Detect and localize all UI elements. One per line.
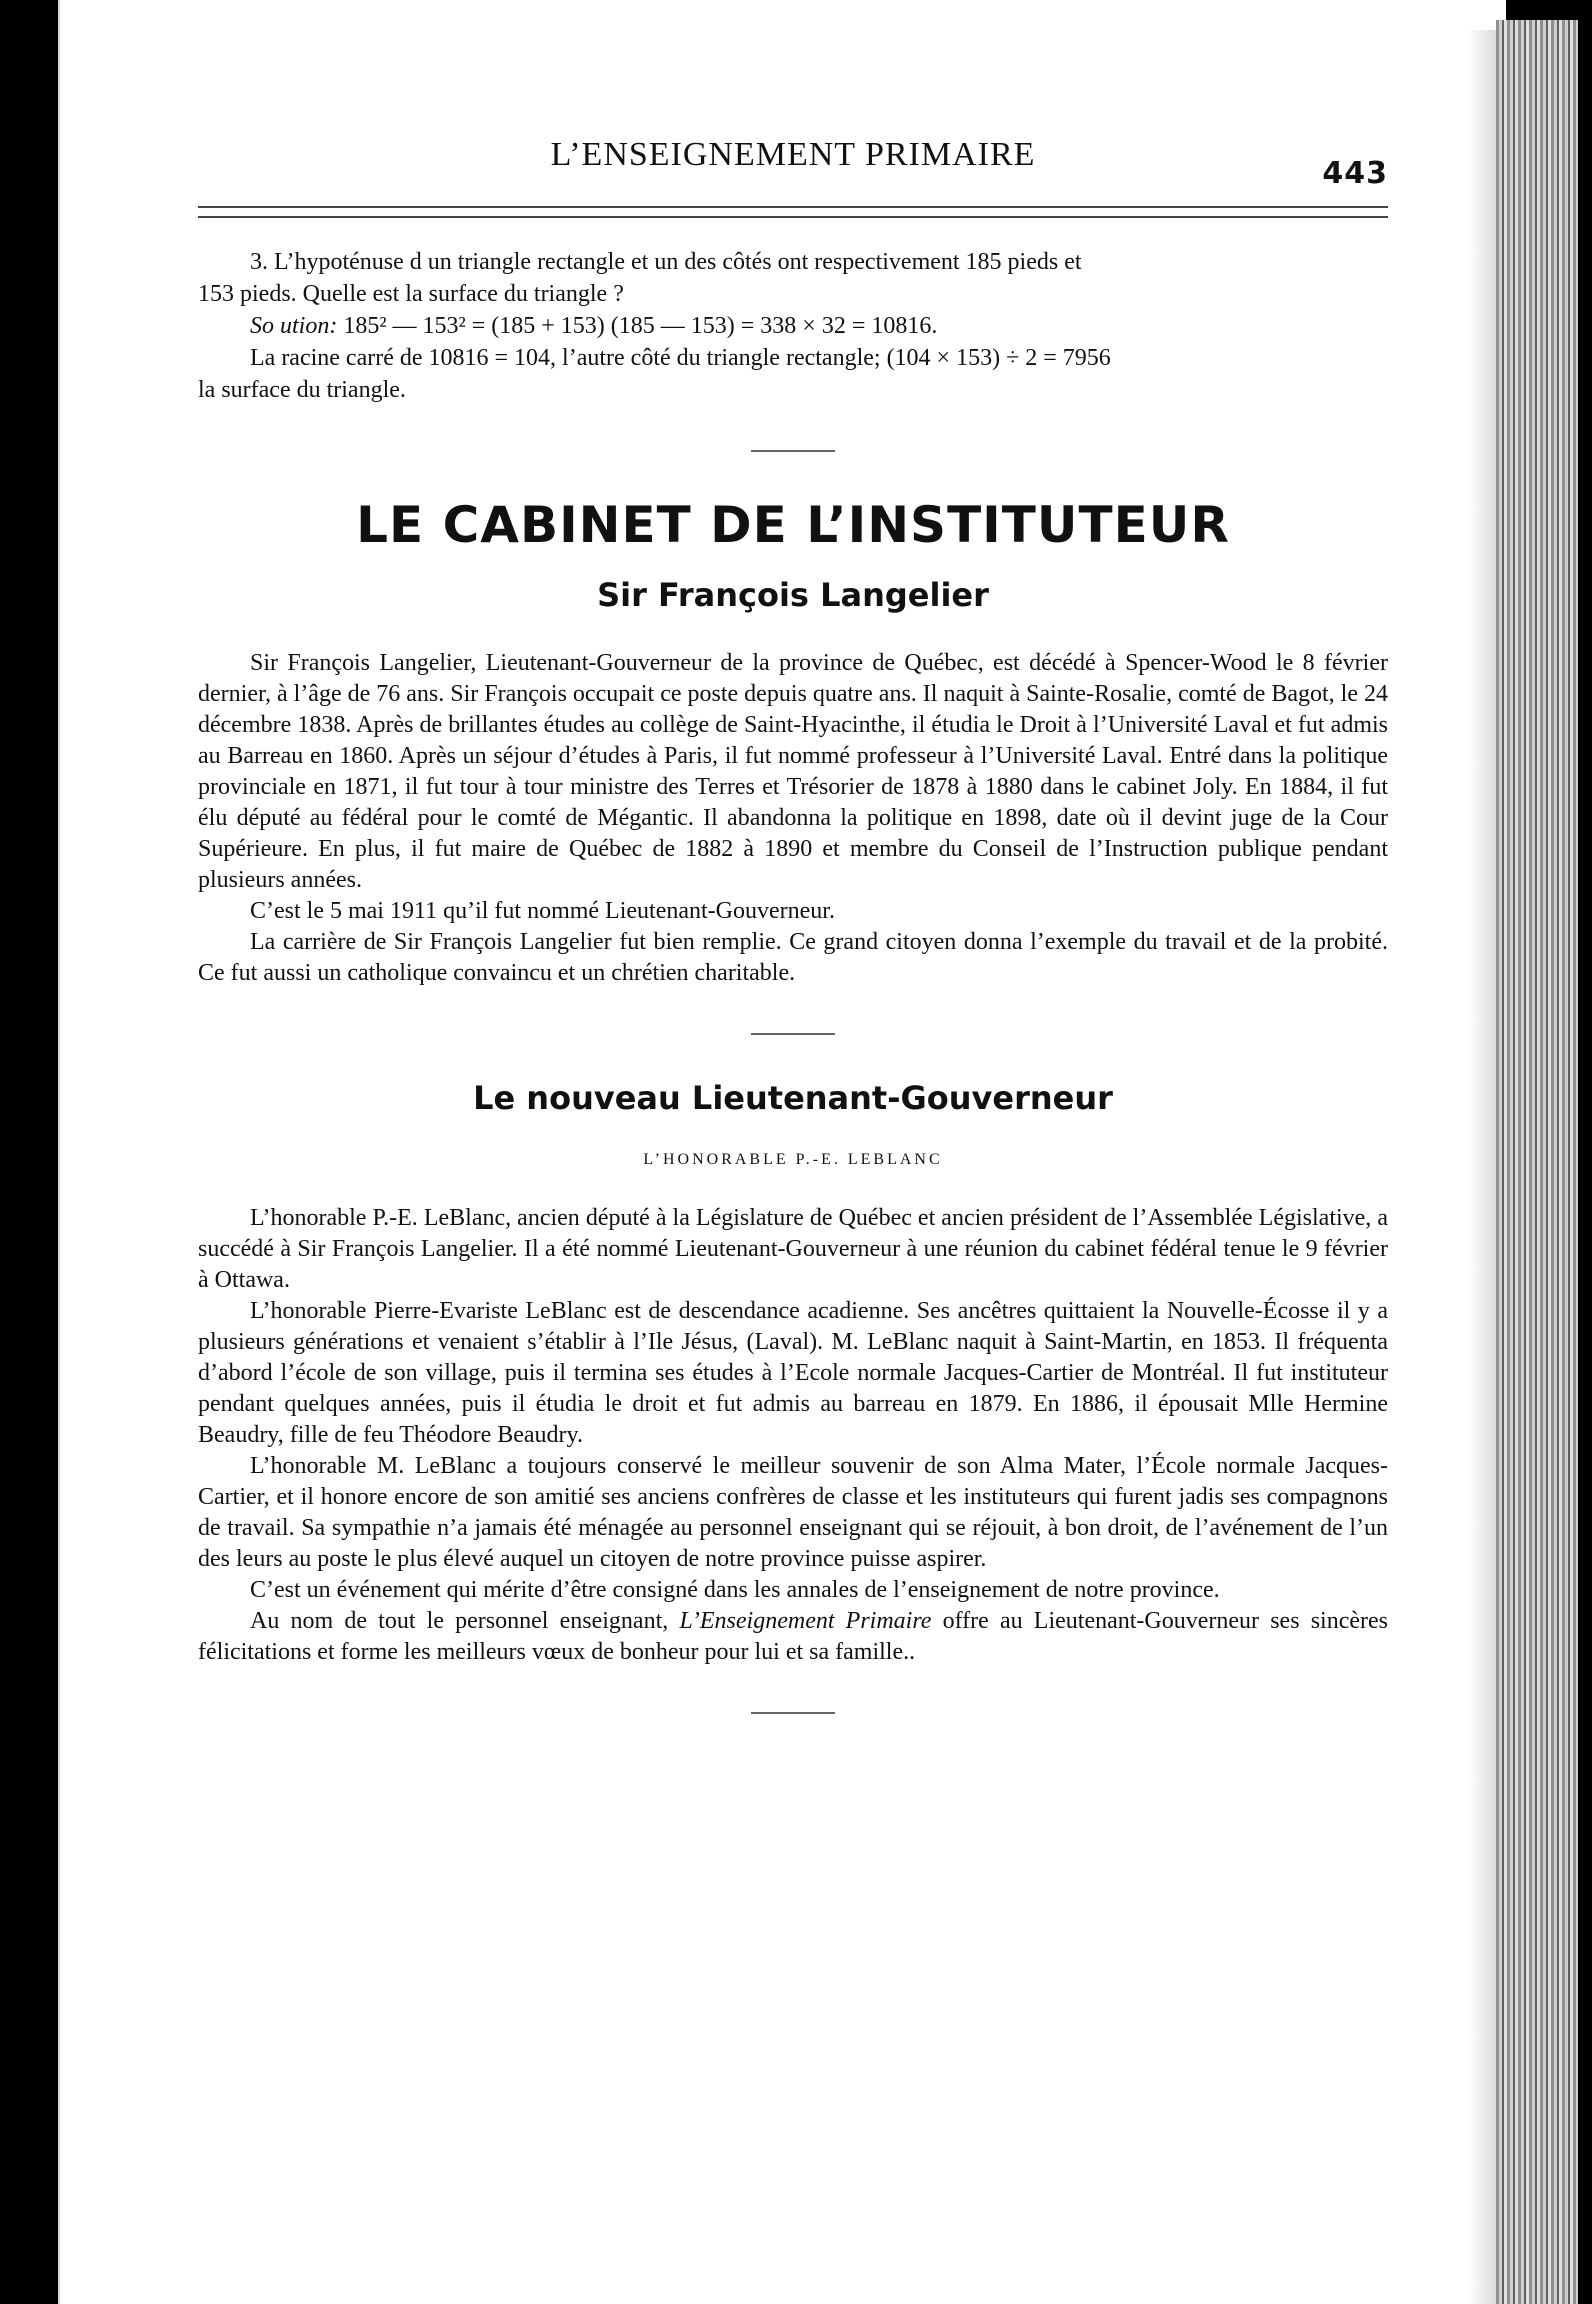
- solution-line-3: la surface du triangle.: [198, 377, 406, 403]
- document-page: [58, 0, 1506, 2304]
- section-divider: [751, 1033, 835, 1035]
- article-paragraph: La carrière de Sir François Langelier fut bien remplie. Ce grand citoyen donna l’exemple du travail et de la probité. Ce fut aussi un catholique convaincu et un chrétien charitable.: [198, 929, 1388, 986]
- page-content: [198, 120, 1388, 1758]
- article-paragraph: L’honorable Pierre-Evariste LeBlanc est de descendance acadienne. Ses ancêtres quittaient la Nouvelle-Écosse il y a plusieurs générations et venaient s’établir à l’Ile Jésus, (Laval). M. LeBlanc naquit à Saint-Martin, en 1853. Il fréquenta d’abord l’école de son village, puis il termina ses études à l’Ecole normale Jacques-Cartier de Montréal. Il fut instituteur pendant quelques années, puis il étudia le droit et fut admis au barreau en 1879. En 1886, il épousait Mlle Hermine Beaudry, fille de feu Théodore Beaudry.: [198, 1298, 1388, 1448]
- running-header: [198, 120, 1388, 190]
- article-paragraph: C’est le 5 mai 1911 qu’il fut nommé Lieutenant-Gouverneur.: [250, 898, 835, 924]
- article-subtitle: Sir François Langelier: [597, 576, 989, 614]
- article-langelier: [198, 496, 1388, 989]
- article-byline: L’HONORABLE P.-E. LEBLANC: [643, 1151, 943, 1168]
- closing-prefix: Au nom de tout le personnel enseignant,: [250, 1608, 680, 1634]
- publication-name: L’Enseignement Primaire: [679, 1608, 932, 1634]
- running-title: L’ENSEIGNEMENT PRIMAIRE: [550, 136, 1036, 173]
- problem-statement-line-2: 153 pieds. Quelle est la surface du triangle ?: [198, 281, 624, 307]
- article-paragraph: L’honorable P.-E. LeBlanc, ancien député à la Législature de Québec et ancien président de l’Assemblée Législative, a succédé à Sir François Langelier. Il a été nommé Lieutenant-Gouverneur à une réunion du cabinet fédéral tenue le 9 février à Ottawa.: [198, 1205, 1388, 1293]
- article-title: Le nouveau Lieutenant-Gouverneur: [473, 1079, 1113, 1117]
- page-number: 443: [1322, 156, 1388, 191]
- solution-label: So ution:: [250, 313, 338, 339]
- spine-shadow: [1468, 30, 1498, 2304]
- problem-statement-line-1: 3. L’hypoténuse d un triangle rectangle et un des côtés ont respectivement 185 pieds et: [250, 249, 1082, 275]
- article-body: [198, 1203, 1388, 1668]
- solution-line-1: [198, 310, 1388, 342]
- article-main-title: LE CABINET DE L’INSTITUTEUR: [356, 496, 1230, 554]
- article-paragraph: Sir François Langelier, Lieutenant-Gouverneur de la province de Québec, est décédé à Spencer-Wood le 8 février dernier, à l’âge de 76 ans. Sir François occupait ce poste depuis quatre ans. Il naquit à Sainte-Rosalie, comté de Bagot, le 24 décembre 1838. Après de brillantes études au collège de Saint-Hyacinthe, il étudia le Droit à l’Université Laval et fut admis au Barreau en 1860. Après un séjour d’études à Paris, il fut nommé professeur à l’Université Laval. Entré dans la politique provinciale en 1871, il fut tour à tour ministre des Terres et Trésorier de 1878 à 1880 dans le cabinet Joly. En 1884, il fut élu député au fédéral pour le comté de Mégantic. Il abandonna la politique en 1898, date où il devint juge de la Cour Supérieure. En plus, il fut maire de Québec de 1882 à 1890 et membre du Conseil de l’Instruction publique pendant plusieurs années.: [198, 650, 1389, 893]
- math-problem: [198, 246, 1388, 406]
- article-leblanc: [198, 1079, 1388, 1668]
- solution-equation: 185² — 153² = (185 + 153) (185 — 153) = 338 × 32 = 10816.: [343, 313, 938, 339]
- article-body: [198, 648, 1388, 989]
- section-divider: [751, 450, 835, 452]
- header-rule: [198, 206, 1388, 218]
- article-paragraph: C’est un événement qui mérite d’être consigné dans les annales de l’enseignement de notre province.: [250, 1577, 1220, 1603]
- closing-paragraph: [198, 1606, 1388, 1668]
- closing-suffix: offre au Lieutenant-Gouverneur ses sincères félicitations et forme les meilleurs vœux de bonheur pour lui et sa famille..: [198, 1608, 1389, 1665]
- end-divider: [751, 1712, 835, 1714]
- book-page-edges: [1496, 20, 1578, 2304]
- solution-line-2: La racine carré de 10816 = 104, l’autre côté du triangle rectangle; (104 × 153) ÷ 2 = 7956: [250, 345, 1111, 371]
- article-paragraph: L’honorable M. LeBlanc a toujours conservé le meilleur souvenir de son Alma Mater, l’École normale Jacques-Cartier, et il honore encore de son amitié ses anciens confrères de classe et les instituteurs qui furent jadis ses compagnons de travail. Sa sympathie n’a jamais été ménagée au personnel enseignant qui se réjouit, à bon droit, de l’avénement de l’un des leurs au poste le plus élevé auquel un citoyen de notre province puisse aspirer.: [198, 1453, 1388, 1572]
